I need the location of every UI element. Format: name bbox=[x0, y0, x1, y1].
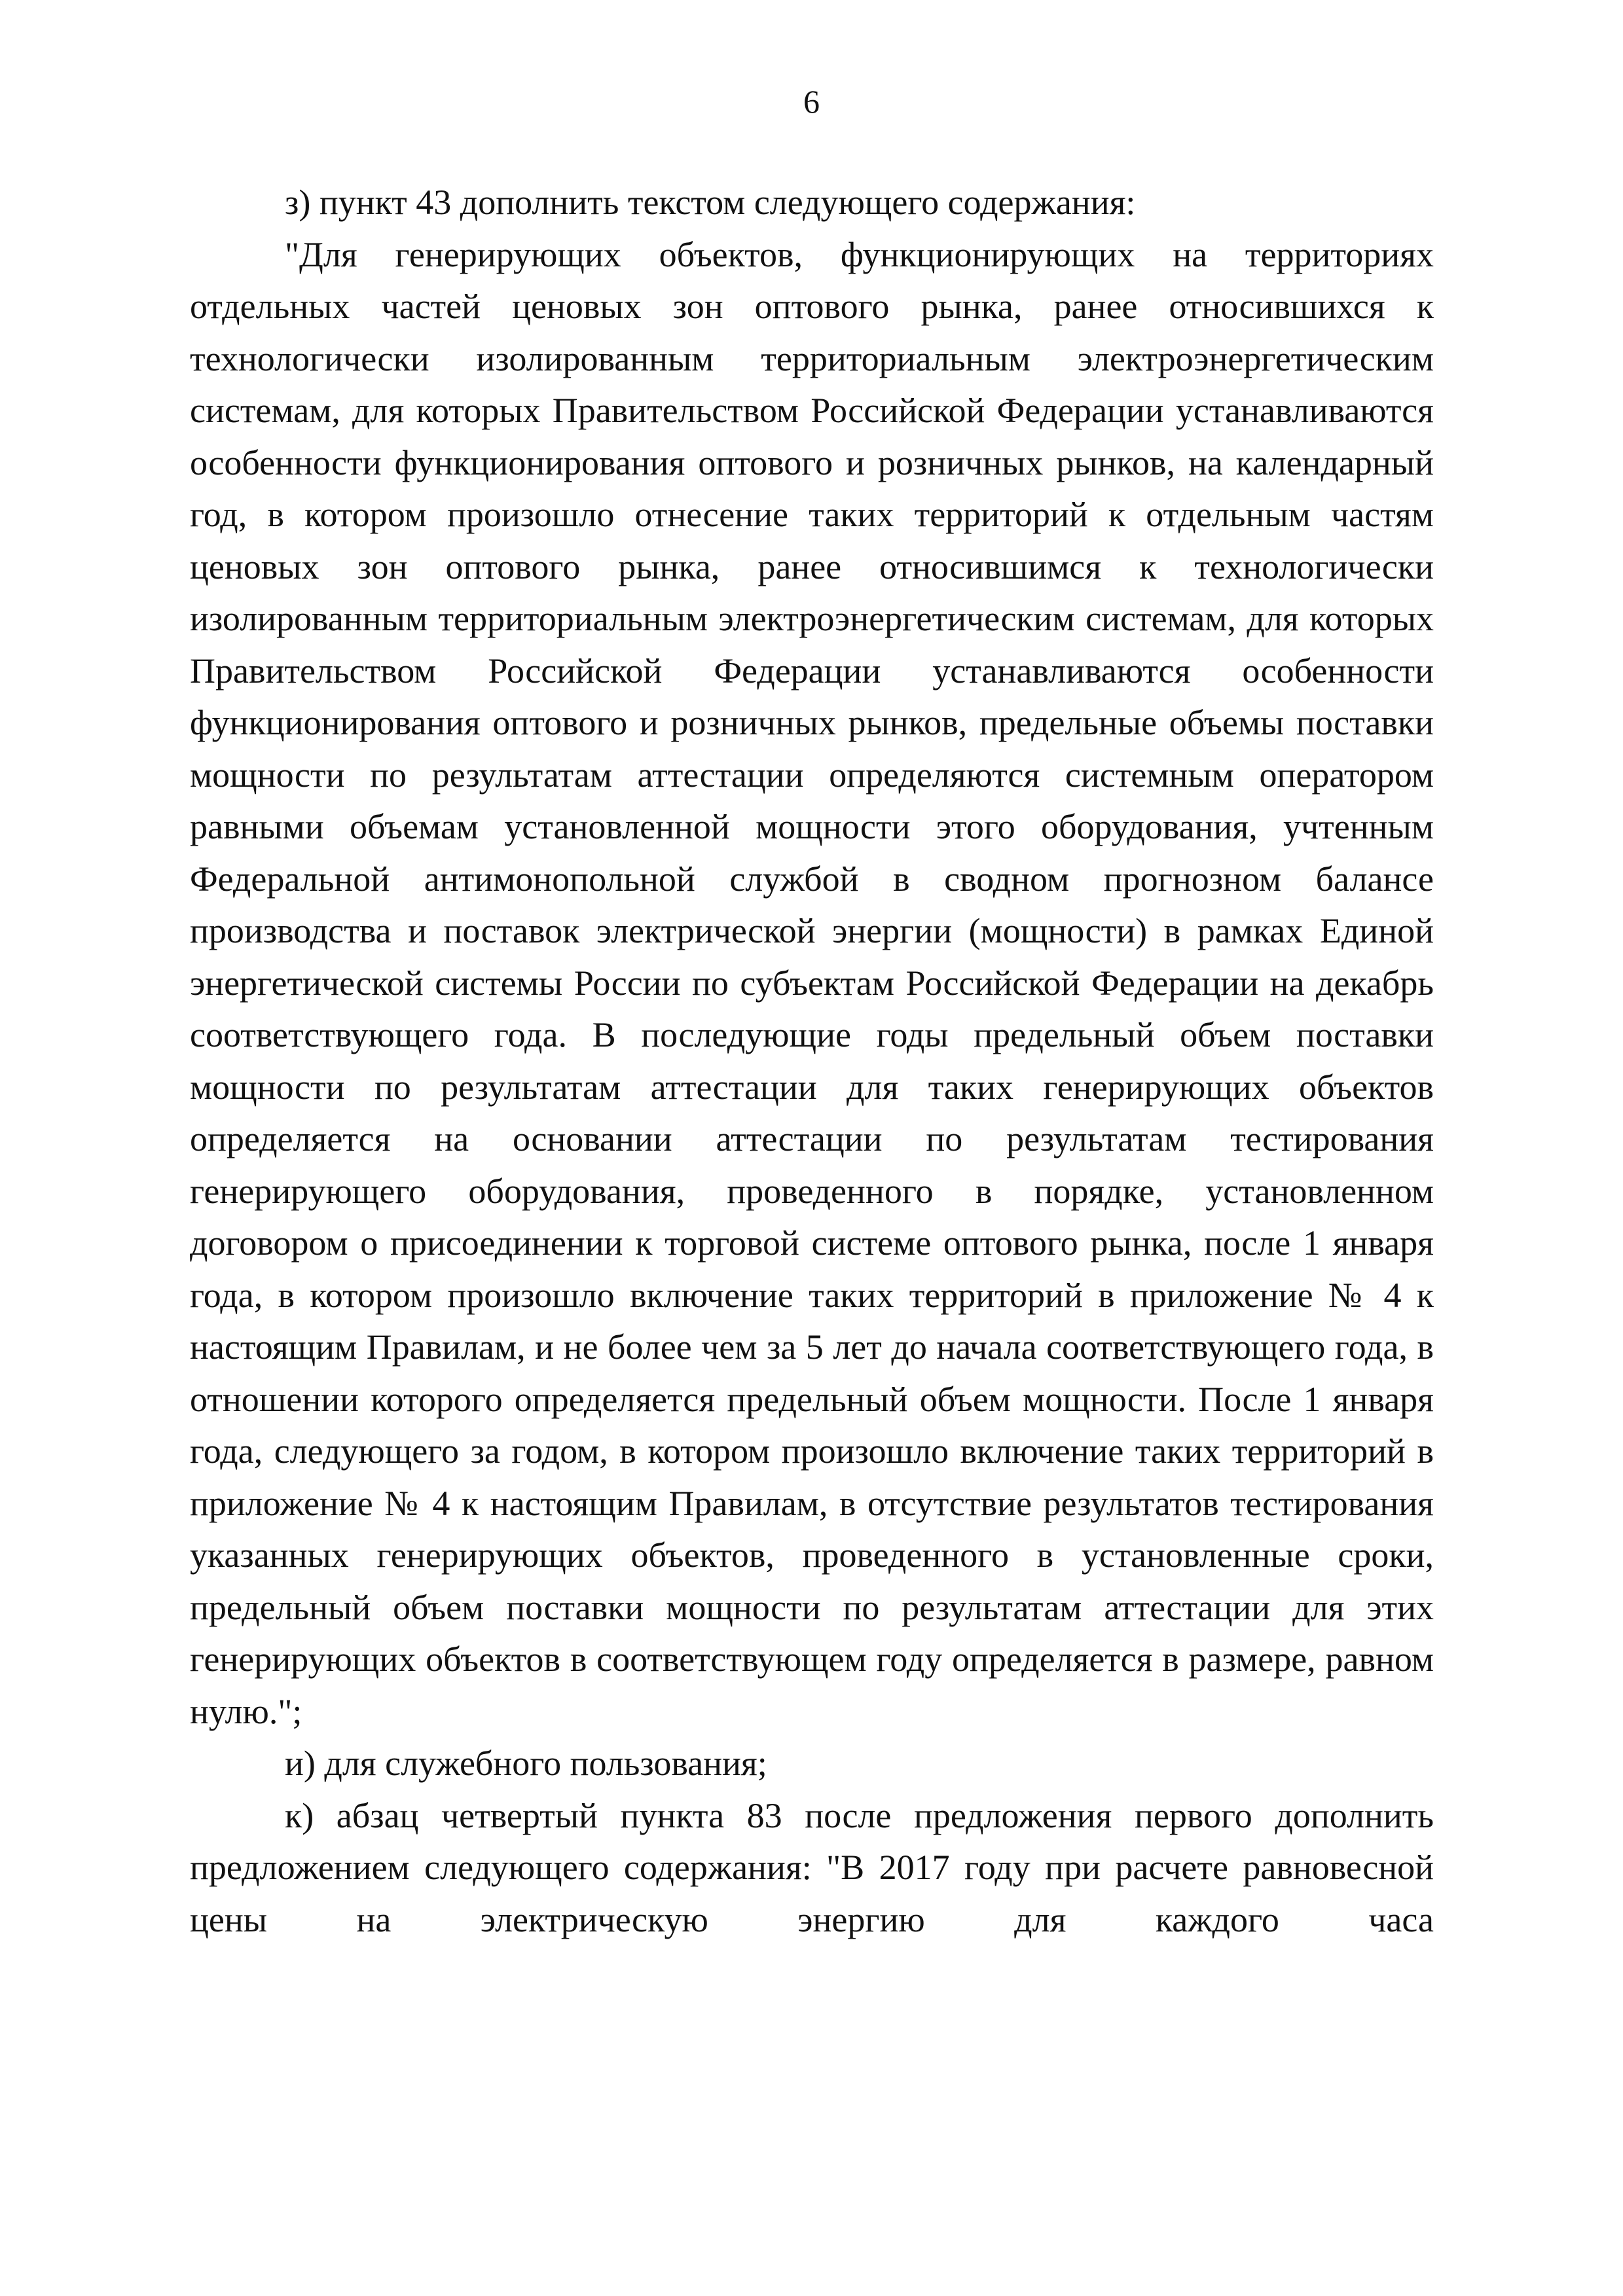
page-number: 6 bbox=[803, 83, 820, 120]
paragraph-item-z: з) пункт 43 дополнить текстом следующего содержания: bbox=[285, 183, 1136, 222]
paragraph-item-i: и) для служебного пользования; bbox=[285, 1744, 767, 1783]
paragraph-quoted-text: "Для генерирующих объектов, функционирующих на территориях отдельных частей ценовых зон оптового рынка, ранее относившихся к технологически изолированным территориальным электроэнергетическим системам, для которых Правительством Российской Федерации устанавливаются особенности функционирования оптового и розничных рынков, на календарный год, в котором произошло отнесение таких территорий к отдельным частям ценовых зон оптового рынка, ранее относившимся к технологически изолированным территориальным электроэнергетическим системам, для которых Правительством Российской Федерации устанавливаются особенности функционирования оптового и розничных рынков, предельные объемы поставки мощности по результатам аттестации определяются системным оператором равными объемам установленной мощности этого оборудования, учтенным Федеральной антимонопольной службой в сводном прогнозном балансе производства и поставок электрической энергии (мощности) в рамках Единой энергетической системы России по субъектам Российской Федерации на декабрь соответствующего года. В последующие годы предельный объем поставки мощности по результатам аттестации для таких генерирующих объектов определяется на основании аттестации по результатам тестирования генерирующего оборудования, проведенного в порядке, установленном договором о присоединении к торговой системе оптового рынка, после 1 января года, в котором произошло включение таких территорий в приложение № 4 к настоящим Правилам, и не более чем за 5 лет до начала соответствующего года, в отношении которого определяется предельный объем мощности. После 1 января года, следующего за годом, в котором произошло включение таких территорий в приложение № 4 к настоящим Правилам, в отсутствие результатов тестирования указанных генерирующих объектов, проведенного в установленные сроки, предельный объем поставки мощности по результатам аттестации для этих генерирующих объектов в соответствующем году определяется в размере, равном нулю."; bbox=[190, 234, 1434, 1731]
document-body bbox=[190, 177, 1434, 1946]
paragraph-item-k: к) абзац четвертый пункта 83 после предложения первого дополнить предложением следующего содержания: "В 2017 году при расчете равновесной цены на электрическую энергию для каждого часа bbox=[190, 1795, 1434, 1939]
